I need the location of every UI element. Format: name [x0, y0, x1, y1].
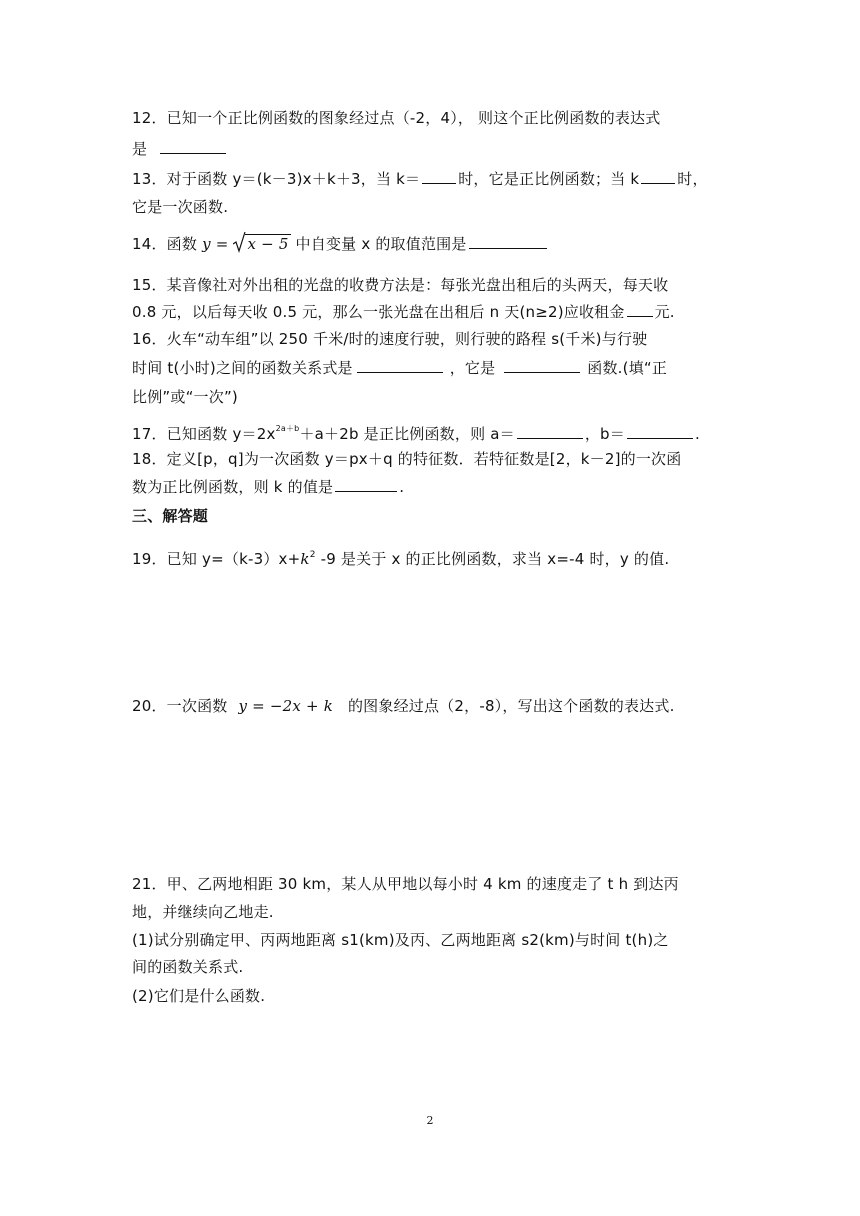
q13-text-b: 时，它是正比例函数；当 k — [458, 170, 640, 188]
q16-text-b: ，它是 — [449, 359, 496, 377]
q17-text-mid: ＋a＋2b 是正比例函数，则 a＝ — [299, 425, 515, 443]
q17-text-end: . — [694, 425, 700, 443]
q12-line2 — [132, 138, 228, 160]
q17-exponent: 2a＋b — [275, 424, 300, 433]
q21-line2: 地，并继续向乙地走. — [132, 903, 274, 921]
q19-text-pre: 19．已知 y=（k-3）x+ — [132, 550, 301, 568]
q16-text-c: 函数.(填“正 — [587, 359, 668, 377]
q15-answer-blank[interactable] — [627, 301, 653, 317]
q16-blank-1[interactable] — [357, 357, 443, 373]
sqrt-sign-icon — [233, 231, 246, 253]
section-heading: 三、解答题 — [132, 507, 209, 525]
q14-sqrt — [233, 233, 290, 255]
q19-line — [132, 544, 669, 570]
q21-line5: (2)它们是什么函数. — [132, 987, 266, 1005]
q16-text-a: 时间 t(小时)之间的函数关系式是 — [132, 359, 353, 377]
q15-line2 — [132, 301, 675, 323]
q13-blank-2[interactable] — [641, 168, 675, 184]
q14-y: y — [202, 235, 211, 253]
q21-line3: (1)试分别确定甲、丙两地距离 s1(km)及丙、乙两地距离 s2(km)与时间 t(h)之 — [132, 931, 669, 949]
q13-blank-1[interactable] — [422, 168, 456, 184]
q16-line2 — [132, 357, 667, 379]
q18-text-a: 数为正比例函数，则 k 的值是 — [132, 478, 334, 496]
q15-text-b: 元. — [654, 303, 675, 321]
q19-text-post: -9 是关于 x 的正比例函数，求当 x=-4 时，y 的值. — [315, 550, 670, 568]
q15-text-a: 0.8 元，以后每天收 0.5 元，那么一张光盘在出租后 n 天(n≥2)应收租金 — [132, 303, 625, 321]
q14-text-pre: 14．函数 — [132, 235, 198, 253]
q20-line — [132, 695, 675, 717]
q12-line1: 12．已知一个正比例函数的图象经过点（-2，4）， 则这个正比例函数的表达式 — [132, 109, 661, 127]
q14-line — [132, 233, 549, 255]
q16-line1: 16．火车“动车组”以 250 千米/时的速度行驶，则行驶的路程 s(千米)与行驶 — [132, 330, 648, 348]
q17-line — [132, 418, 700, 445]
q14-formula — [202, 235, 295, 253]
page-number: 2 — [426, 1114, 434, 1127]
q17-text-b: ，b＝ — [584, 425, 625, 443]
q19-exponent: 2 — [309, 550, 316, 560]
q20-formula: y = −2x + k — [238, 697, 334, 715]
q21-line4: 间的函数关系式. — [132, 958, 244, 976]
q13-text-c: 时， — [677, 170, 708, 188]
q21-line1: 21．甲、乙两地相距 30 km，某人从甲地以每小时 4 km 的速度走了 t h 到达丙 — [132, 875, 679, 893]
q13-line1 — [132, 168, 708, 190]
q17-blank-b[interactable] — [627, 423, 693, 439]
q18-answer-blank[interactable] — [335, 476, 397, 492]
q20-text-pre: 20．一次函数 — [132, 697, 228, 715]
q13-text-a: 13．对于函数 y＝(k－3)x＋k＋3，当 k＝ — [132, 170, 421, 188]
q14-answer-blank[interactable] — [469, 233, 547, 249]
q17-blank-a[interactable] — [517, 423, 583, 439]
q20-text-post: 的图象经过点（2，-8），写出这个函数的表达式. — [347, 697, 675, 715]
q19-k: k — [300, 550, 310, 568]
q12-line2-text: 是 — [132, 140, 148, 158]
q15-line1: 15．某音像社对外出租的光盘的收费方法是：每张光盘出租后的头两天，每天收 — [132, 276, 669, 294]
q12-answer-blank[interactable] — [160, 138, 226, 154]
q18-line1: 18．定义[p，q]为一次函数 y＝px＋q 的特征数．若特征数是[2，k－2]的一次函 — [132, 450, 682, 468]
q16-line3: 比例”或“一次”) — [132, 388, 238, 406]
q14-text-post: 中自变量 x 的取值范围是 — [295, 235, 467, 253]
q18-line2 — [132, 476, 404, 498]
q14-eq: = — [215, 235, 229, 253]
q18-text-b: . — [399, 478, 405, 496]
q16-blank-2[interactable] — [504, 357, 580, 373]
q17-text-pre: 17．已知函数 y＝2x — [132, 425, 276, 443]
q14-radicand: x − 5 — [247, 235, 289, 253]
q13-line2: 它是一次函数. — [132, 198, 229, 216]
